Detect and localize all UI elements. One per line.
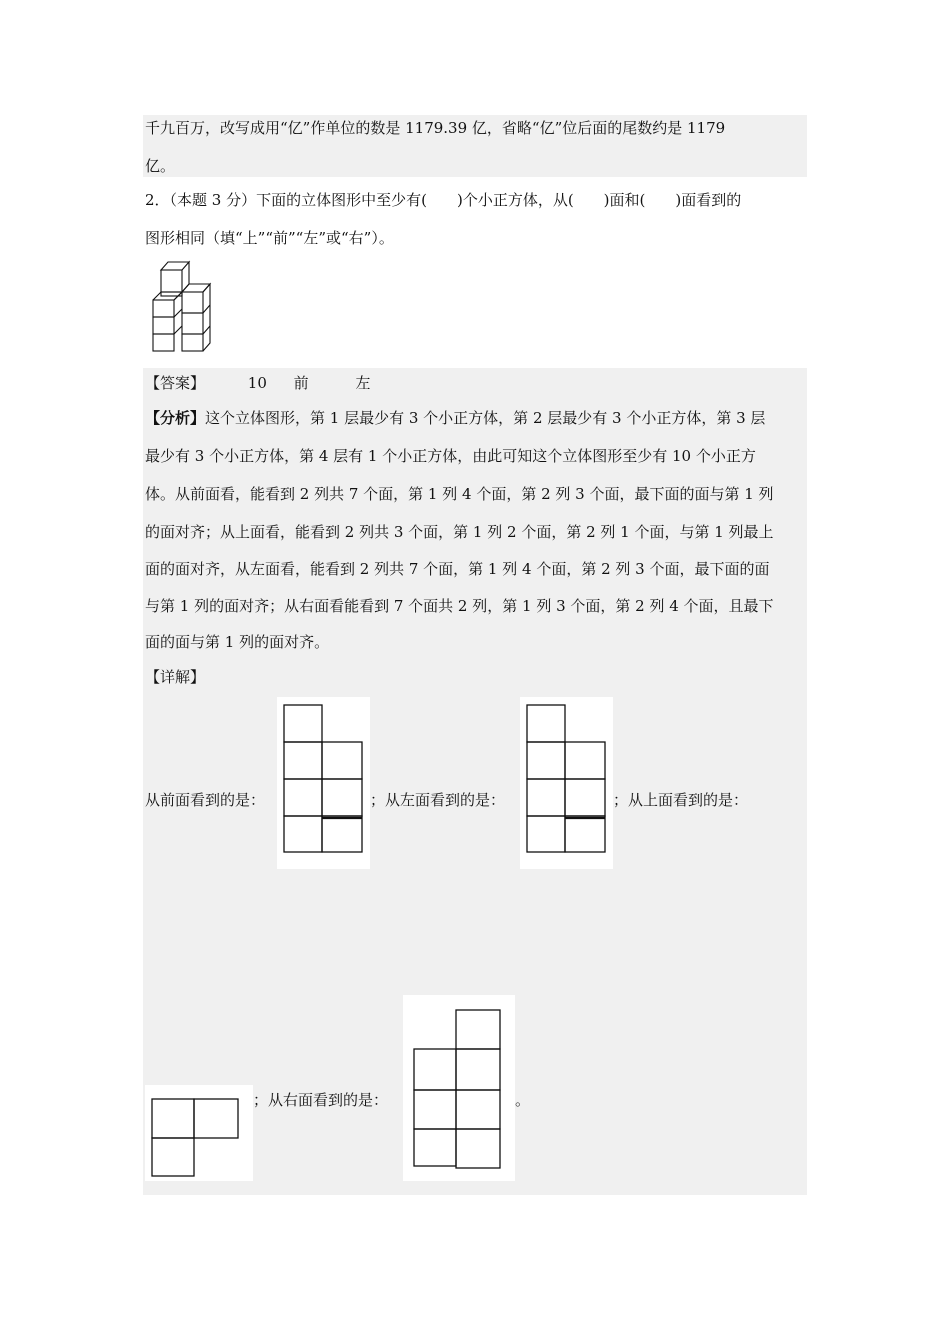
answer-label: 【答案】 [145,374,206,392]
top-view-text: ；从上面看到的是： [613,791,749,809]
top-view-figure [145,1085,253,1181]
prev-answer-line-2: 亿。 [145,157,176,175]
analysis-line-7: 面的面与第 1 列的面对齐。 [145,633,330,651]
question-line-1: 2．（本题 3 分）下面的立体图形中至少有( )个小正方体，从( )面和( )面看到的 [145,191,742,209]
left-view-text: ；从左面看到的是： [370,791,506,809]
right-view-figure [403,995,515,1181]
analysis-line-4: 的面对齐；从上面看，能看到 2 列共 3 个面，第 1 列 2 个面，第 2 列 1 个面，与第 1 列最上 [145,523,774,541]
front-view-text: 从前面看到的是： [145,791,266,809]
analysis-line-3: 体。从前面看，能看到 2 列共 7 个面，第 1 列 4 个面，第 2 列 3 个面，最下面的面与第 1 列 [145,485,774,503]
analysis-text-1: 这个立体图形，第 1 层最少有 3 个小正方体，第 2 层最少有 3 个小正方体，第 3 层 [205,409,766,427]
end-punctuation: 。 [515,1091,531,1109]
left-view-figure [520,697,613,869]
answer-value-2: 前 [293,374,309,392]
analysis-line-1 [145,408,765,428]
analysis-line-5: 面的面对齐，从左面看，能看到 2 列共 7 个面，第 1 列 4 个面，第 2 列 3 个面，最下面的面 [145,560,770,578]
analysis-line-2: 最少有 3 个小正方体，第 4 层有 1 个小正方体，由此可知这个立体图形至少有 10 个小正方 [145,447,756,465]
question-line-2: 图形相同（填“上”“前”“左”或“右”）。 [145,229,394,247]
answer-value-3: 左 [355,374,371,392]
answer-row [145,373,370,393]
analysis-line-6: 与第 1 列的面对齐；从右面看能看到 7 个面共 2 列，第 1 列 3 个面，第 2 列 4 个面，且最下 [145,597,774,615]
prev-answer-line-1: 千九百万，改写成用“亿”作单位的数是 1179.39 亿，省略“亿”位后面的尾数约是 1179 [145,119,726,137]
detail-label: 【详解】 [145,668,206,686]
answer-value-1: 10 [247,374,267,392]
front-view-figure [277,697,370,869]
right-view-text: ；从右面看到的是： [253,1091,389,1109]
cube-stack-figure [145,258,215,356]
analysis-label: 【分析】 [145,409,206,427]
